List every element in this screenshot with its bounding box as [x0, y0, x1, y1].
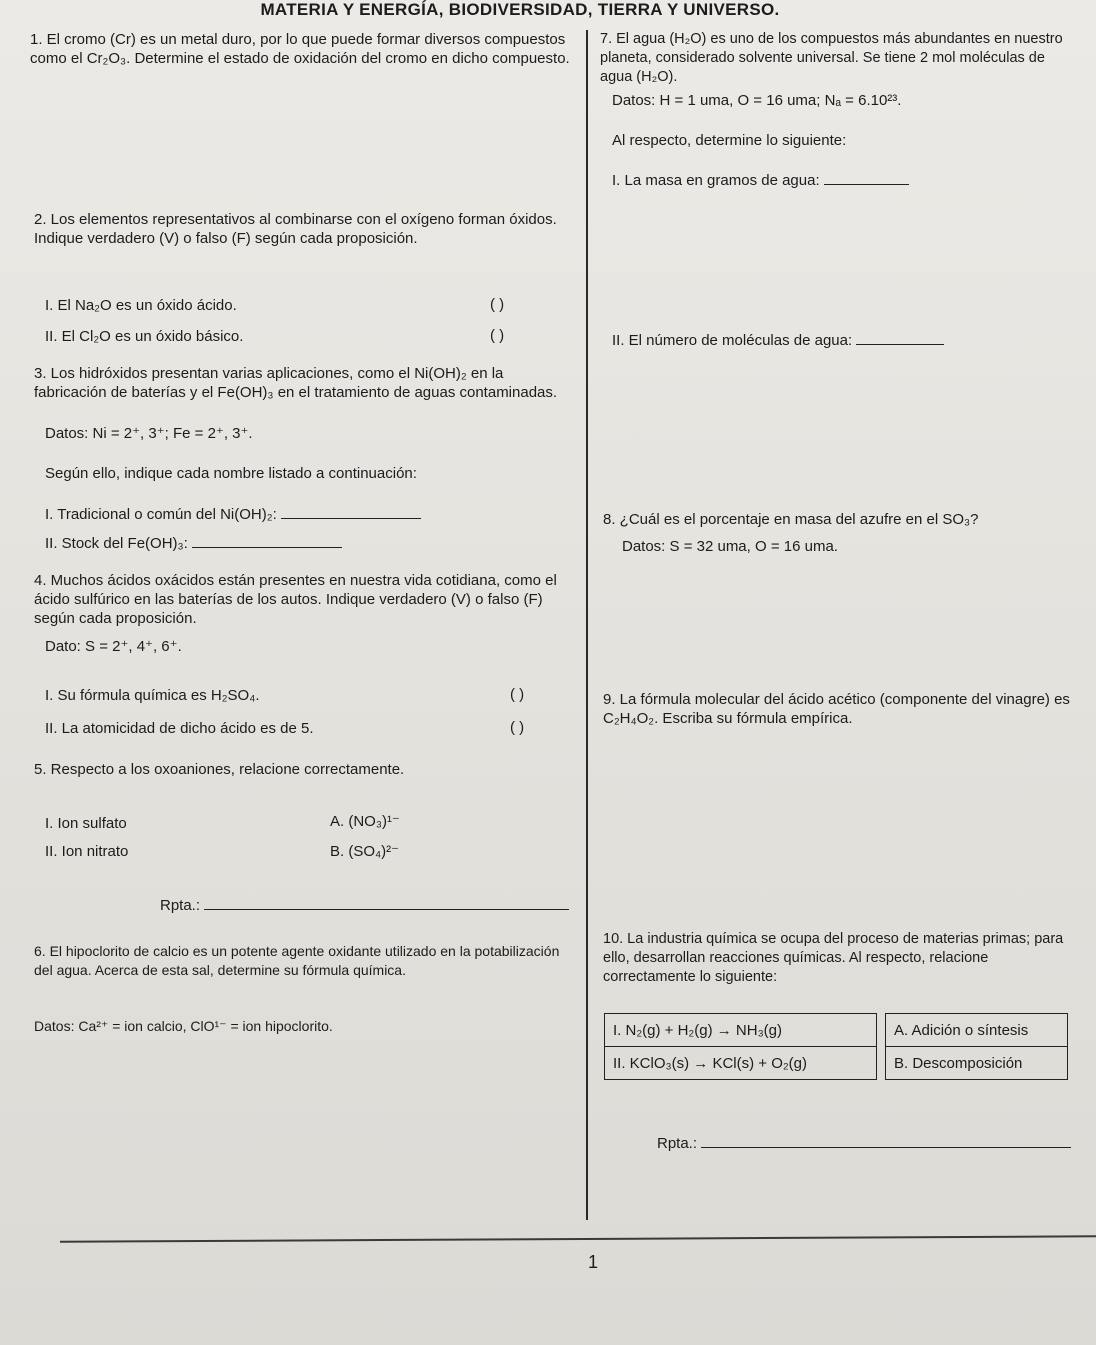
question-7-answer-line-1[interactable] [824, 170, 909, 185]
reaction-matching-table [604, 1013, 1068, 1080]
question-5-item-2: II. Ion nitrato [45, 843, 129, 860]
question-4-answer-box-2[interactable]: ( ) [510, 719, 525, 736]
question-3-prompt: Según ello, indique cada nombre listado a continuación: [45, 465, 417, 482]
question-4 [34, 571, 574, 628]
question-3-item-2 [45, 533, 342, 553]
question-10 [603, 930, 1078, 987]
question-2-answer-box-2[interactable]: ( ) [490, 327, 505, 344]
question-5: 5. Respecto a los oxoaniones, relacione correctamente. [34, 761, 405, 778]
question-8: 8. ¿Cuál es el porcentaje en masa del azufre en el SO₃? [603, 511, 979, 528]
page-number: 1 [588, 1252, 599, 1272]
question-9 [603, 690, 1073, 728]
question-4-text: 4. Muchos ácidos oxácidos están presentes en nuestra vida cotidiana, como el ácido sulfúrico en las baterías de los autos. Indique verdadero (V) o falso (F) según cada proposición. [34, 572, 557, 627]
question-5-item-1: I. Ion sulfato [45, 815, 127, 832]
question-4-dato: Dato: S = 2⁺, 4⁺, 6⁺. [45, 638, 182, 655]
question-7-answer-line-2[interactable] [856, 330, 944, 345]
question-2 [34, 210, 569, 248]
question-2-item-2: II. El Cl₂O es un óxido básico. [45, 328, 244, 345]
question-3-item-2-label: II. Stock del Fe(OH)₃: [45, 535, 188, 552]
question-6-text: 6. El hipoclorito de calcio es un potente agente oxidante utilizado en la potabilización del agua. Acerca de esta sal, determine su fórmula química. [34, 943, 560, 978]
question-5-option-a: A. (NO₃)¹⁻ [330, 813, 400, 830]
question-6-datos: Datos: Ca²⁺ = ion calcio, ClO¹⁻ = ion hipoclorito. [34, 1018, 333, 1034]
column-divider [586, 30, 588, 1220]
question-4-answer-box-1[interactable]: ( ) [510, 686, 525, 703]
question-7-datos: Datos: H = 1 uma, O = 16 uma; Nₐ = 6.10²³. [612, 92, 902, 109]
question-7-text: 7. El agua (H₂O) es uno de los compuestos más abundantes en nuestro planeta, considerado solvente universal. Se tiene 2 mol moléculas de agua (H₂O). [600, 31, 1063, 85]
question-7-item-2 [612, 330, 944, 350]
question-3-item-1 [45, 504, 421, 524]
question-9-text: 9. La fórmula molecular del ácido acético (componente del vinagre) es C₂H₄O₂. Escriba su fórmula empírica. [603, 691, 1070, 727]
question-7-prompt: Al respecto, determine lo siguiente: [612, 132, 847, 149]
question-7 [600, 30, 1070, 87]
question-3-text: 3. Los hidróxidos presentan varias aplicaciones, como el Ni(OH)₂ en la fabricación de baterías y el Fe(OH)₃ en el tratamiento de aguas contaminadas. [34, 365, 558, 401]
page-title: MATERIA Y ENERGÍA, BIODIVERSIDAD, TIERRA Y UNIVERSO. [260, 0, 780, 19]
question-5-answer [160, 895, 569, 915]
question-10-text: 10. La industria química se ocupa del proceso de materias primas; para ello, desarrollan reacciones químicas. Al respecto, relacione correctamente lo siguiente: [603, 931, 1064, 985]
question-3-datos: Datos: Ni = 2⁺, 3⁺; Fe = 2⁺, 3⁺. [45, 425, 253, 442]
reaction-type-a: A. Adición o síntesis [886, 1014, 1068, 1047]
question-4-item-1: I. Su fórmula química es H₂SO₄. [45, 687, 260, 704]
question-6 [34, 942, 579, 980]
question-2-answer-box-1[interactable]: ( ) [490, 296, 505, 313]
reaction-type-b: B. Descomposición [886, 1047, 1068, 1080]
question-1-text: 1. El cromo (Cr) es un metal duro, por lo que puede formar diversos compuestos como el Cr₂O₃. Determine el estado de oxidación del cromo en dicho compuesto. [30, 31, 570, 67]
question-7-item-1-label: I. La masa en gramos de agua: [612, 172, 820, 189]
question-3 [34, 364, 574, 402]
question-8-datos: Datos: S = 32 uma, O = 16 uma. [622, 538, 838, 555]
question-10-answer-line[interactable] [701, 1133, 1071, 1148]
question-10-rpta-label: Rpta.: [657, 1135, 698, 1152]
footer-rule [60, 1235, 1096, 1242]
question-3-answer-line-1[interactable] [281, 504, 421, 519]
question-5-option-b: B. (SO₄)²⁻ [330, 843, 400, 860]
question-2-item-1: I. El Na₂O es un óxido ácido. [45, 297, 237, 314]
question-3-answer-line-2[interactable] [192, 533, 342, 548]
question-5-rpta-label: Rpta.: [160, 897, 201, 914]
question-5-answer-line[interactable] [204, 895, 569, 910]
question-2-text: 2. Los elementos representativos al combinarse con el oxígeno forman óxidos. Indique verdadero (V) o falso (F) según cada proposición. [34, 211, 557, 247]
question-7-item-1 [612, 170, 909, 190]
question-10-answer [657, 1133, 1071, 1153]
question-3-item-1-label: I. Tradicional o común del Ni(OH)₂: [45, 506, 277, 523]
question-4-item-2: II. La atomicidad de dicho ácido es de 5. [45, 720, 314, 737]
question-7-item-2-label: II. El número de moléculas de agua: [612, 332, 853, 349]
question-1 [30, 30, 570, 68]
reaction-2: II. KClO₃(s) → KCl(s) + O₂(g) [605, 1047, 877, 1080]
reaction-1: I. N₂(g) + H₂(g) → NH₃(g) [605, 1014, 877, 1047]
